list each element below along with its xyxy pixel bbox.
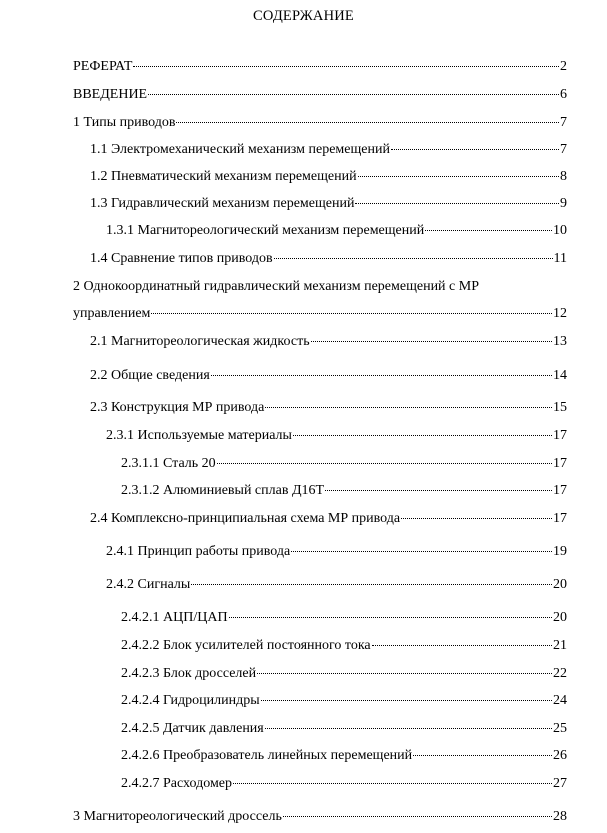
toc-entry-referat[interactable] [73, 58, 567, 76]
toc-entry-1-2[interactable] [90, 168, 567, 186]
toc-entry-2-4-2-7[interactable] [121, 775, 567, 793]
toc-entry-page: 25 [553, 721, 567, 736]
toc-entry-2-4[interactable] [90, 510, 567, 528]
toc-entry-page: 15 [553, 400, 567, 415]
toc-entry-label: РЕФЕРАТ [73, 59, 133, 74]
toc-entry-label: управлением [73, 306, 151, 321]
toc-entry-label: 1.3.1 Магнитореологический механизм перемещений [106, 223, 425, 238]
dot-leader [265, 727, 552, 729]
toc-entry-label: 2.4.2.2 Блок усилителей постоянного тока [121, 638, 371, 653]
toc-entry-label: 2.4.1 Принцип работы привода [106, 544, 291, 559]
toc-entry-label: 2.3.1 Используемые материалы [106, 428, 292, 443]
toc-entry-label: 2.4.2.7 Расходомер [121, 776, 233, 791]
toc-entry-2-4-2-3[interactable] [121, 665, 567, 683]
dot-leader [311, 340, 552, 342]
toc-entry-page: 20 [553, 610, 567, 625]
toc-entry-3[interactable] [73, 808, 567, 826]
toc-entry-2-3-1-1[interactable] [121, 455, 567, 473]
toc-entry-2-4-2-5[interactable] [121, 720, 567, 738]
toc-entry-label: 2.3.1.2 Алюминиевый сплав Д16Т [121, 483, 325, 498]
dot-leader [257, 672, 552, 674]
toc-entry-label: 2.4.2.6 Преобразователь линейных перемещений [121, 748, 413, 763]
toc-entry-page: 12 [553, 306, 567, 321]
toc-entry-label: 2.4.2.5 Датчик давления [121, 721, 264, 736]
toc-entry-page: 8 [560, 169, 567, 184]
dot-leader [191, 583, 552, 585]
toc-entry-label: ВВЕДЕНИЕ [73, 87, 148, 102]
toc-entry-label: 3 Магнитореологический дроссель [73, 809, 282, 824]
dot-leader [274, 257, 553, 259]
toc-entry-label: 1.3 Гидравлический механизм перемещений [90, 196, 355, 211]
toc-entry-1[interactable] [73, 114, 567, 132]
dot-leader [265, 406, 552, 408]
dot-leader [372, 644, 552, 646]
toc-entry-label: 2.4.2.1 АЦП/ЦАП [121, 610, 228, 625]
toc-entry-1-3-1[interactable] [106, 222, 567, 240]
dot-leader [148, 93, 559, 95]
toc-entry-label: 2.1 Магнитореологическая жидкость [90, 334, 310, 349]
page-title: СОДЕРЖАНИЕ [253, 8, 354, 24]
dot-leader [401, 517, 552, 519]
dot-leader [425, 229, 552, 231]
dot-leader [355, 202, 559, 204]
toc-entry-2-4-2-2[interactable] [121, 637, 567, 655]
toc-entry-page: 14 [553, 368, 567, 383]
toc-entry-2-2[interactable] [90, 367, 567, 385]
toc-entry-1-4[interactable] [90, 250, 567, 268]
toc-entry-page: 28 [553, 809, 567, 824]
toc-entry-page: 9 [560, 196, 567, 211]
toc-entry-page: 2 [560, 59, 567, 74]
toc-entry-label: 2.4.2.3 Блок дросселей [121, 666, 257, 681]
toc-entry-2-4-2-4[interactable] [121, 692, 567, 710]
toc-entry-2-line1[interactable]: 2 Однокоординатный гидравлический механизм перемещений с МР [73, 279, 479, 294]
dot-leader [293, 434, 552, 436]
toc-entry-page: 26 [553, 748, 567, 763]
dot-leader [283, 815, 552, 817]
toc-entry-label: 2.2 Общие сведения [90, 368, 210, 383]
toc-entry-page: 20 [553, 577, 567, 592]
toc-entry-2-4-2[interactable] [106, 576, 567, 594]
toc-entry-page: 17 [553, 428, 567, 443]
toc-entry-label: 1.2 Пневматический механизм перемещений [90, 169, 357, 184]
toc-entry-2-3-1-2[interactable] [121, 482, 567, 500]
dot-leader [211, 374, 552, 376]
toc-entry-1-1[interactable] [90, 141, 567, 159]
toc-entry-label: 1 Типы приводов [73, 115, 176, 130]
toc-entry-label: 2.4.2.4 Гидроцилиндры [121, 693, 260, 708]
toc-entry-page: 19 [553, 544, 567, 559]
toc-entry-2-3[interactable] [90, 399, 567, 417]
toc-entry-2-4-1[interactable] [106, 543, 567, 561]
dot-leader [391, 148, 559, 150]
toc-entry-2-1[interactable] [90, 333, 567, 351]
toc-entry-page: 17 [553, 483, 567, 498]
toc-entry-2-4-2-6[interactable] [121, 747, 567, 765]
toc-entry-page: 11 [553, 251, 567, 266]
toc-entry-vvedenie[interactable] [73, 86, 567, 104]
toc-entry-page: 13 [553, 334, 567, 349]
toc-entry-page: 7 [560, 115, 567, 130]
dot-leader [413, 754, 552, 756]
toc-entry-2[interactable] [73, 305, 567, 323]
toc-entry-label: 2.3 Конструкция МР привода [90, 400, 265, 415]
toc-entry-page: 21 [553, 638, 567, 653]
dot-leader [176, 121, 559, 123]
toc-entry-page: 10 [553, 223, 567, 238]
dot-leader [217, 462, 552, 464]
dot-leader [233, 782, 552, 784]
dot-leader [291, 550, 552, 552]
toc-entry-page: 17 [553, 511, 567, 526]
toc-entry-page: 7 [560, 142, 567, 157]
dot-leader [151, 312, 552, 314]
toc-entry-label: 2.3.1.1 Сталь 20 [121, 456, 216, 471]
toc-entry-label: 2.4 Комплексно-принципиальная схема МР привода [90, 511, 401, 526]
dot-leader [261, 699, 552, 701]
toc-entry-label: 1.4 Сравнение типов приводов [90, 251, 273, 266]
dot-leader [358, 175, 559, 177]
toc-entry-page: 24 [553, 693, 567, 708]
toc-entry-label: 1.1 Электромеханический механизм перемещений [90, 142, 390, 157]
toc-entry-1-3[interactable] [90, 195, 567, 213]
toc-entry-2-3-1[interactable] [106, 427, 567, 445]
toc-entry-page: 6 [560, 87, 567, 102]
toc-entry-page: 27 [553, 776, 567, 791]
toc-entry-2-4-2-1[interactable] [121, 609, 567, 627]
toc-entry-page: 17 [553, 456, 567, 471]
toc-entry-page: 22 [553, 666, 567, 681]
dot-leader [229, 616, 552, 618]
toc-entry-label: 2.4.2 Сигналы [106, 577, 191, 592]
dot-leader [133, 65, 559, 67]
dot-leader [325, 489, 552, 491]
